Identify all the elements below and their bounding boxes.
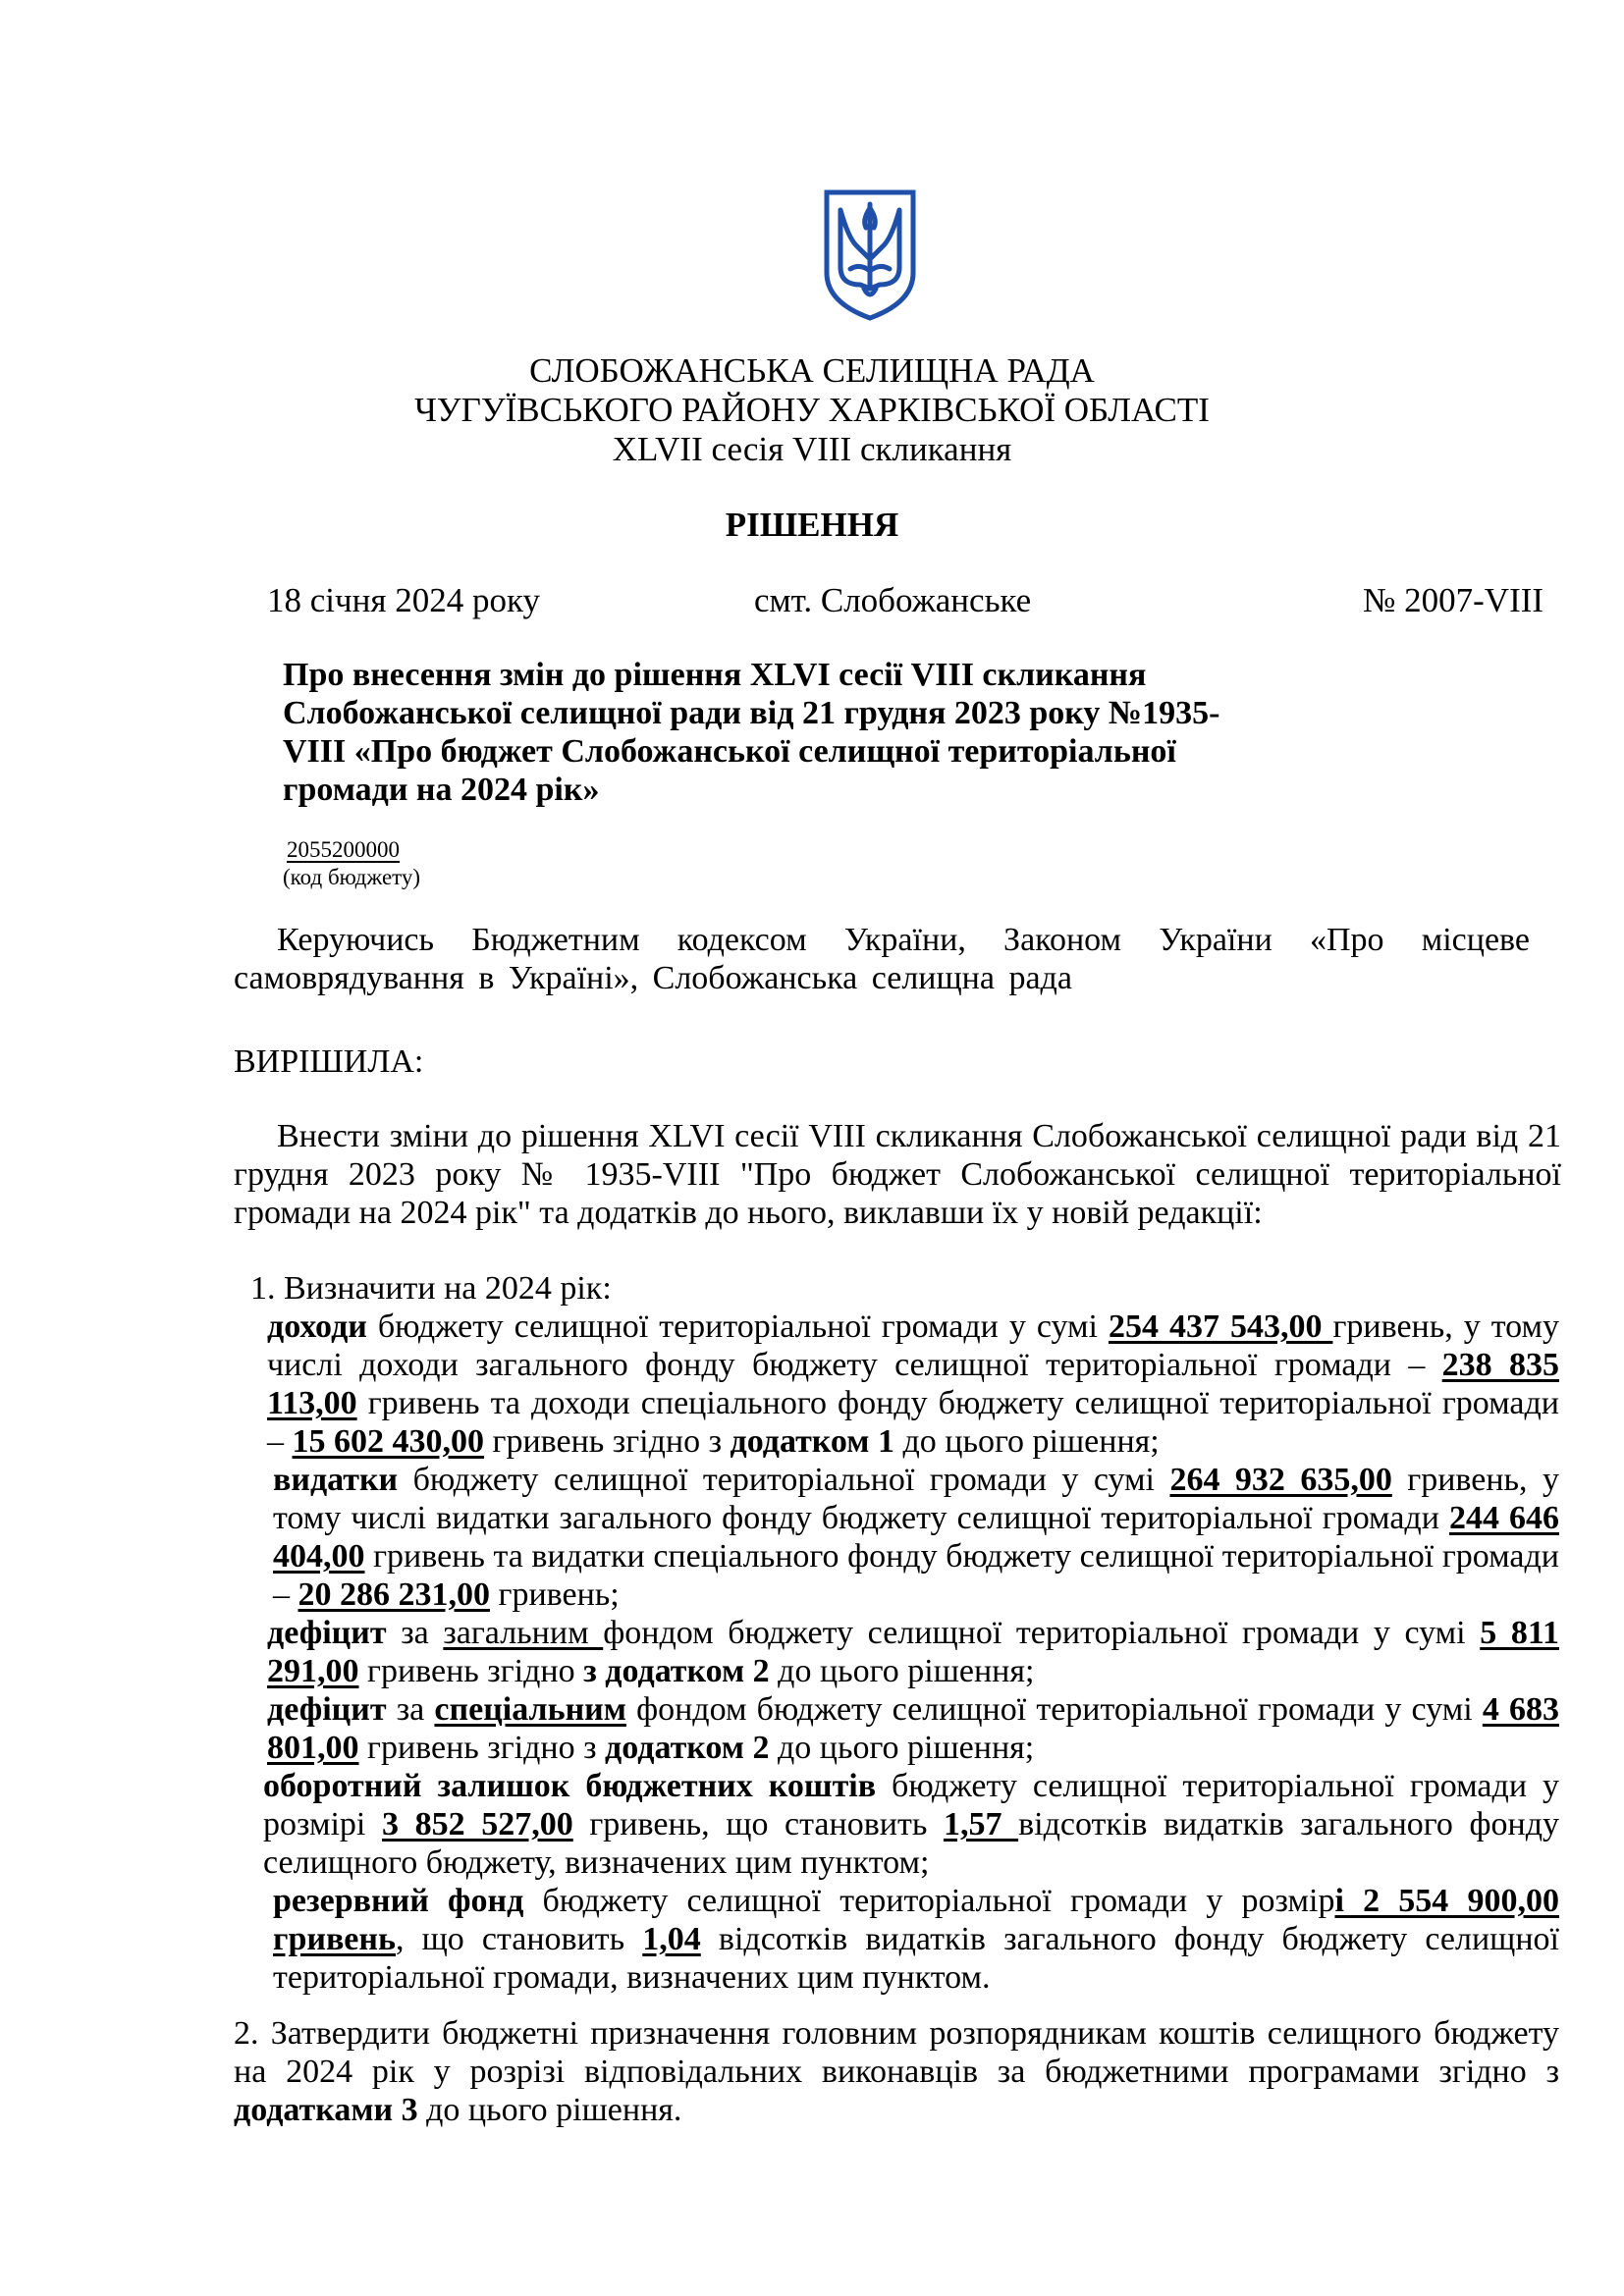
working-balance-text-2: гривень, що становить [572,1806,944,1842]
reserve-fund-text-3: відсотків видатків загального фонду бюджету селищної територіальної громади, визначених цим пунктом. [273,1921,1559,1996]
document-title: РІШЕННЯ [725,506,899,544]
working-balance-percent: 1,57 [943,1806,1019,1842]
coat-of-arms [821,187,919,324]
expenses-text-4: гривень; [490,1576,620,1613]
deficit-general-amount: 5 811 291,00 [267,1615,1559,1689]
working-balance-text-3: відсотків видатків загального фонду селищного бюджету, визначених цим пунктом; [263,1806,1560,1881]
preamble-text: Керуючись Бюджетним кодексом України, Законом України «Про місцеве самоврядування в Україні», Слобожанська селищна рада [234,922,1530,996]
working-balance-text-1: бюджету селищної територіальної громади у розмірі [263,1768,1559,1842]
expenses-special-amount: 20 286 231,00 [298,1576,490,1613]
deficit-general-text-1: за [386,1615,444,1651]
deficit-special-text-4: до цього рішення; [769,1730,1035,1766]
decision-place: смт. Слобожанське [754,581,1032,619]
income-text-5: до цього рішення; [893,1423,1160,1460]
deficit-general-paragraph [267,1614,1559,1690]
deficit-general-text-2: фондом бюджету селищної територіальної громади у сумі [603,1615,1481,1651]
expenses-text-1: бюджету селищної територіальної громади у сумі [398,1462,1170,1498]
income-text-2: гривень, у тому числі доходи загального фонду бюджету селищної територіальної громади – [267,1308,1559,1383]
deficit-special-text-3: гривень згідно з [358,1730,606,1766]
expenses-general-amount: 244 646 404,00 [273,1500,1560,1575]
income-text-3: гривень та доходи спеціального фонду бюджету селищної територіальної громади – [267,1385,1559,1460]
working-balance-paragraph [263,1767,1559,1882]
income-text-1: бюджету селищної територіальної громади у сумі [366,1308,1109,1345]
deficit-general-fund: загальним [443,1615,604,1651]
deficit-general-text-3: гривень згідно [358,1653,584,1689]
budget-code-label: (код бюджету) [283,865,421,889]
deficit-general-annex-ref: з додатком 2 [583,1653,770,1689]
budget-code-value: 2055200000 [287,837,400,862]
trident-icon [821,187,919,324]
item2-annex-ref: додатками 3 [234,2092,418,2128]
item2-paragraph [234,2014,1559,2129]
district-name: ЧУГУЇВСЬКОГО РАЙОНУ ХАРКІВСЬКОЇ ОБЛАСТІ [414,391,1210,429]
expenses-total-amount: 264 932 635,00 [1169,1462,1392,1498]
deficit-special-amount: 4 683 801,00 [267,1691,1560,1766]
income-general-amount: 238 835 113,00 [267,1347,1560,1421]
subject-line-3: VIII «Про бюджет Слобожанської селищної територіальної [283,733,1176,770]
reserve-fund-percent: 1,04 [642,1921,701,1957]
subject-line-2: Слобожанської селищної ради від 21 грудня 2023 року №1935- [283,695,1220,731]
income-keyword: доходи [267,1308,367,1345]
decision-number: № 2007-VIII [1363,581,1544,619]
expenses-text-2: гривень, у тому числі видатки загального фонду бюджету селищної територіальної громади [273,1462,1559,1536]
expenses-keyword: видатки [273,1462,399,1498]
income-paragraph [267,1308,1559,1461]
council-name: СЛОБОЖАНСЬКА СЕЛИЩНА РАДА [529,351,1095,390]
decision-subject [283,656,1219,809]
subject-line-1: Про внесення змін до рішення XLVI сесії VIII скликання [283,657,1147,693]
income-annex-ref: додатком 1 [730,1423,894,1460]
decision-date: 18 січня 2024 року [267,581,540,619]
deficit-special-text-1: за [386,1691,435,1728]
income-special-amount: 15 602 430,00 [292,1423,484,1460]
deficit-special-fund: спеціальним [434,1691,626,1728]
budget-code [283,836,420,891]
reserve-fund-text-2: , що становить [395,1921,643,1957]
reserve-fund-text-1: бюджету селищної територіальної громади у розмір [523,1883,1335,1919]
reserve-fund-paragraph [273,1882,1559,1997]
session-name: XLVII сесія VIII скликання [612,430,1012,468]
subject-line-4: громади на 2024 рік» [283,772,600,808]
item2-text-2: до цього рішення. [417,2092,682,2128]
deficit-special-text-2: фондом бюджету селищної територіальної громади у сумі [625,1691,1483,1728]
working-balance-keyword: оборотний залишок бюджетних коштів [263,1768,877,1804]
income-text-4: гривень згідно з [484,1423,731,1460]
intro-paragraph [234,1117,1561,1232]
deficit-special-keyword: дефіцит [267,1691,387,1728]
deficit-general-text-4: до цього рішення; [769,1653,1035,1689]
deficit-special-annex-ref: додатком 2 [605,1730,770,1766]
decided-label: ВИРІШИЛА: [234,1043,424,1080]
item2-text-1: 2. Затвердити бюджетні призначення головним розпорядникам коштів селищного бюджету на 2024 рік у розрізі відповідальних виконавців за бюджетними програмами згідно з [234,2015,1559,2090]
preamble [234,921,1530,997]
income-total-amount: 254 437 543,00 [1109,1308,1333,1345]
intro-text: Внести зміни до рішення XLVI сесії VIII скликання Слобожанської селищної ради від 21 грудня 2023 року № 1935-VIII "Про бюджет Слобожанської селищної територіальної громади на 2024 рік" та додатків до нього, виклавши їх у новій редакції: [234,1118,1561,1231]
item1-heading: 1. Визначити на 2024 рік: [250,1270,612,1307]
working-balance-amount: 3 852 527,00 [381,1806,573,1842]
reserve-fund-amount: і 2 554 900,00 гривень [273,1883,1560,1957]
deficit-general-keyword: дефіцит [267,1615,387,1651]
expenses-paragraph [273,1461,1559,1614]
expenses-text-3: гривень та видатки спеціального фонду бюджету селищної територіальної громади – [273,1538,1559,1613]
reserve-fund-keyword: резервний фонд [273,1883,524,1919]
deficit-special-paragraph [267,1690,1559,1767]
